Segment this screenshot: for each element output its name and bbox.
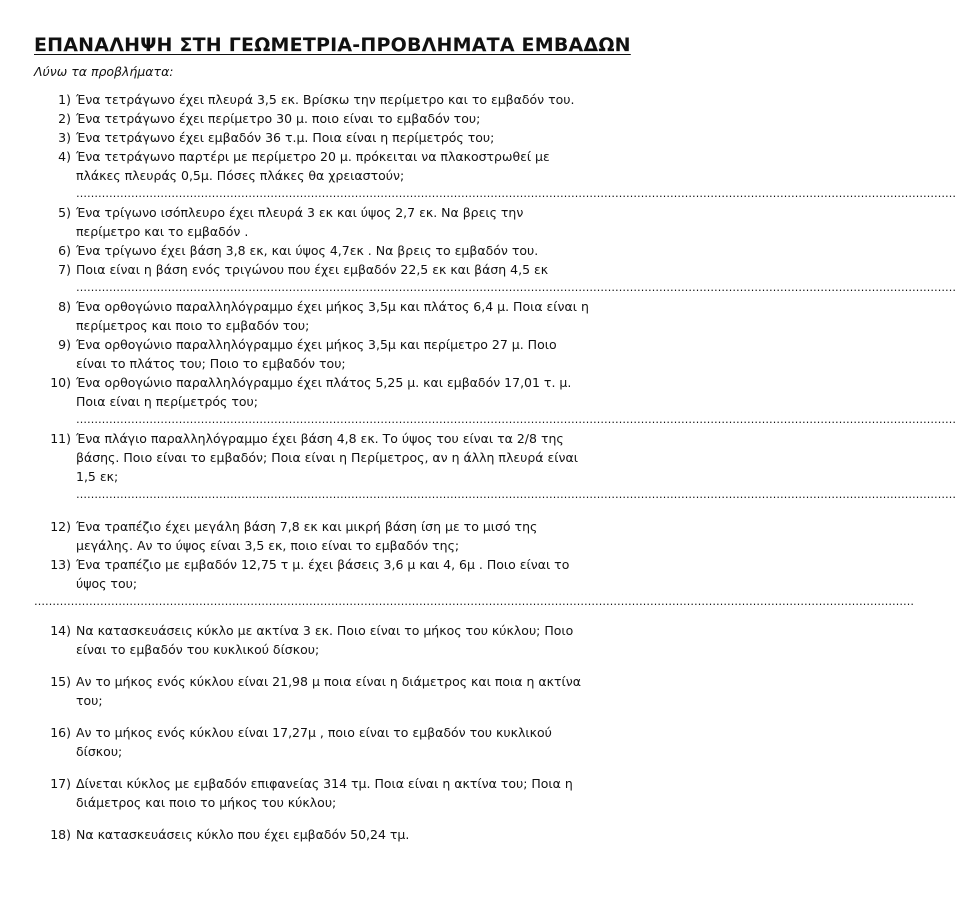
problem-text: Ένα τρίγωνο έχει βάση 3,8 εκ, και ύψος 4,7εκ . Να βρεις το εμβαδόν του. [76, 243, 539, 258]
problem-number: 13) [50, 557, 71, 572]
problem-item [34, 517, 604, 555]
problem-item [34, 373, 604, 411]
problem-text: Ένα τραπέζιο έχει μεγάλη βάση 7,8 εκ και μικρή βάση ίση με το μισό της μεγάλης. Αν το ύψος είναι 3,5 εκ, ποιο είναι το εμβαδόν της; [76, 519, 538, 553]
problem-item [34, 297, 604, 335]
answer-line: …………………………………………………………………………………………………………………………………………………………………………………………………………………… [34, 595, 914, 608]
answer-line: …………………………………………………………………………………………………………………………………………………………………………………………………………………… [76, 488, 956, 501]
problem-text: Ένα τρίγωνο ισόπλευρο έχει πλευρά 3 εκ και ύψος 2,7 εκ. Να βρεις την περίμετρο και το εμβαδόν . [76, 205, 524, 239]
problem-number: 10) [50, 375, 71, 390]
problem-number: 4) [58, 149, 71, 164]
problem-item [34, 774, 604, 812]
problem-item [34, 203, 604, 241]
problem-number: 8) [58, 299, 71, 314]
problem-item [34, 109, 604, 128]
worksheet-title: ΕΠΑΝΑΛΗΨΗ ΣΤΗ ΓΕΩΜΕΤΡΙΑ-ΠΡΟΒΛΗΜΑΤΑ ΕΜΒΑΔΩΝ [34, 34, 631, 56]
answer-line: …………………………………………………………………………………………………………………………………………………………………………………………………………………… [76, 281, 956, 294]
problem-number: 7) [58, 262, 71, 277]
problem-item [34, 621, 604, 659]
problem-item [34, 825, 604, 844]
problem-number: 12) [50, 519, 71, 534]
problem-text: Ένα πλάγιο παραλληλόγραμμο έχει βάση 4,8 εκ. Το ύψος του είναι τα 2/8 της βάσης. Ποιο είναι το εμβαδόν; Ποια είναι η Περίμετρος, αν η άλλη πλευρά είναι 1,5 εκ; [76, 431, 578, 484]
problem-text: Ένα ορθογώνιο παραλληλόγραμμο έχει μήκος 3,5μ και πλάτος 6,4 μ. Ποια είναι η περίμετρος και ποιο το εμβαδόν του; [76, 299, 589, 333]
problem-item [34, 241, 604, 260]
problem-item [34, 723, 604, 761]
problem-item [34, 429, 604, 486]
answer-line: …………………………………………………………………………………………………………………………………………………………………………………………………………………… [76, 187, 956, 200]
answer-line: …………………………………………………………………………………………………………………………………………………………………………………………………………………… [76, 413, 956, 426]
problem-number: 16) [50, 725, 71, 740]
problem-number: 2) [58, 111, 71, 126]
problem-number: 15) [50, 674, 71, 689]
problem-number: 5) [58, 205, 71, 220]
problem-item [34, 90, 604, 109]
problem-item [34, 147, 604, 185]
problem-text: Ένα ορθογώνιο παραλληλόγραμμο έχει μήκος 3,5μ και περίμετρο 27 μ. Ποιο είναι το πλάτος του; Ποιο το εμβαδόν του; [76, 337, 557, 371]
problem-number: 6) [58, 243, 71, 258]
problem-item [34, 672, 604, 710]
problem-text: Ένα τετράγωνο έχει περίμετρο 30 μ. ποιο είναι το εμβαδόν του; [76, 111, 481, 126]
problem-text: Αν το μήκος ενός κύκλου είναι 17,27μ , ποιο είναι το εμβαδόν του κυκλικού δίσκου; [76, 725, 552, 759]
problem-text: Ένα ορθογώνιο παραλληλόγραμμο έχει πλάτος 5,25 μ. και εμβαδόν 17,01 τ. μ. Ποια είναι η περίμετρός του; [76, 375, 572, 409]
problem-text: Να κατασκευάσεις κύκλο που έχει εμβαδόν 50,24 τμ. [76, 827, 410, 842]
problem-number: 1) [58, 92, 71, 107]
problem-text: Ένα τετράγωνο παρτέρι με περίμετρο 20 μ. πρόκειται να πλακοστρωθεί με πλάκες πλευράς 0,5μ. Πόσες πλάκες θα χρειαστούν; [76, 149, 550, 183]
problem-text: Να κατασκευάσεις κύκλο με ακτίνα 3 εκ. Ποιο είναι το μήκος του κύκλου; Ποιο είναι το εμβαδόν του κυκλικού δίσκου; [76, 623, 574, 657]
problem-text: Αν το μήκος ενός κύκλου είναι 21,98 μ ποια είναι η διάμετρος και ποια η ακτίνα του; [76, 674, 581, 708]
problem-number: 9) [58, 337, 71, 352]
problem-number: 18) [50, 827, 71, 842]
problem-item [34, 335, 604, 373]
problem-text: Ποια είναι η βάση ενός τριγώνου που έχει εμβαδόν 22,5 εκ και βάση 4,5 εκ [76, 262, 549, 277]
problem-item [34, 128, 604, 147]
problem-number: 11) [50, 431, 71, 446]
problem-number: 14) [50, 623, 71, 638]
problem-item [34, 260, 604, 279]
problem-text: Ένα τετράγωνο έχει πλευρά 3,5 εκ. Βρίσκω την περίμετρο και το εμβαδόν του. [76, 92, 575, 107]
problem-text: Ένα τετράγωνο έχει εμβαδόν 36 τ.μ. Ποια είναι η περίμετρός του; [76, 130, 495, 145]
intro-text: Λύνω τα προβλήματα: [34, 64, 174, 79]
problem-text: Ένα τραπέζιο με εμβαδόν 12,75 τ μ. έχει βάσεις 3,6 μ και 4, 6μ . Ποιο είναι το ύψος του; [76, 557, 570, 591]
problem-number: 3) [58, 130, 71, 145]
problem-item [34, 555, 604, 593]
problem-list [34, 90, 956, 844]
problem-number: 17) [50, 776, 71, 791]
problem-text: Δίνεται κύκλος με εμβαδόν επιφανείας 314 τμ. Ποια είναι η ακτίνα του; Ποια η διάμετρος και ποιο το μήκος του κύκλου; [76, 776, 573, 810]
